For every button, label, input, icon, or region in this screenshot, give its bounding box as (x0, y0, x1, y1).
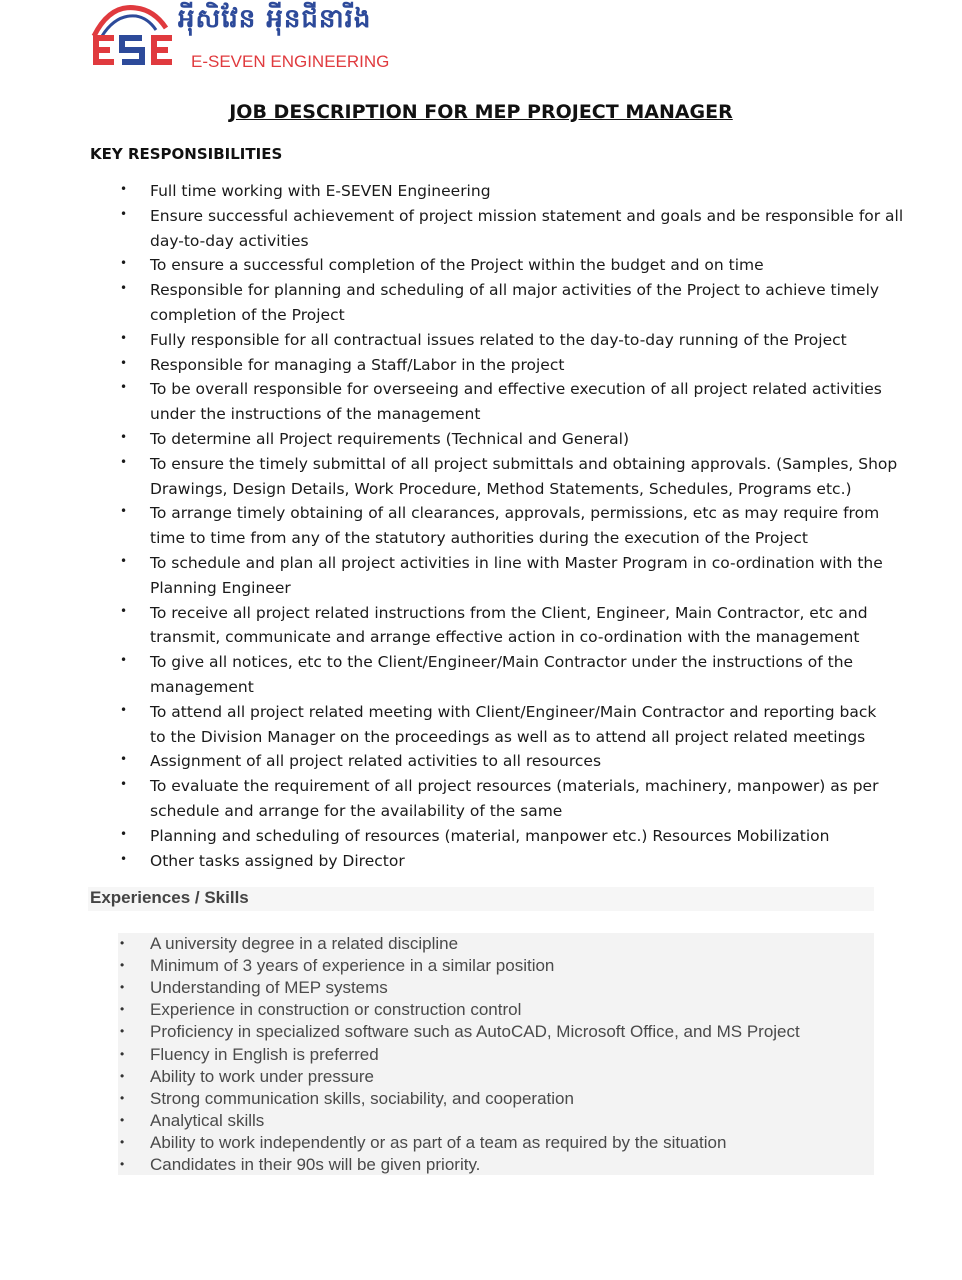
responsibility-text: time to time from any of the statutory authorities during the execution of the Project (150, 529, 808, 548)
skills-heading: Experiences / Skills (90, 888, 249, 907)
responsibility-text: To be overall responsible for overseeing and effective execution of all project related activities (150, 380, 882, 399)
responsibility-text: To attend all project related meeting with Client/Engineer/Main Contractor and reporting back (150, 702, 877, 721)
responsibility-text: To ensure the timely submittal of all project submittals and obtaining approvals. (Samples, Shop (150, 454, 898, 473)
responsibility-text: Planning Engineer (150, 578, 291, 597)
bullet-icon: • (120, 430, 128, 444)
skill-text: Proficiency in specialized software such as AutoCAD, Microsoft Office, and MS Project (150, 1022, 800, 1042)
bullet-icon: • (120, 380, 128, 395)
bullet-icon: • (120, 777, 128, 792)
responsibility-text: day-to-day activities (150, 231, 309, 250)
bullet-icon: • (120, 554, 128, 568)
bullet-icon: • (120, 281, 128, 296)
ese-logo-mark (88, 0, 176, 74)
responsibility-text: Responsible for managing a Staff/Labor in the project (150, 355, 565, 374)
skill-text: Candidates in their 90s will be given priority. (150, 1155, 481, 1174)
bullet-icon: • (120, 206, 128, 221)
responsibility-text: To receive all project related instructions from the Client, Engineer, Main Contractor, etc and (150, 603, 868, 622)
bullet-icon: • (120, 1068, 125, 1083)
responsibility-text: management (150, 677, 254, 696)
bullet-icon: • (120, 1157, 125, 1171)
responsibility-text: To determine all Project requirements (Technical and General) (150, 430, 630, 448)
bullet-icon: • (120, 826, 128, 841)
bullet-icon: • (120, 256, 128, 271)
bullet-icon: • (120, 1024, 125, 1039)
responsibility-text: transmit, communicate and arrange effective action in co-ordination with the management (150, 628, 860, 647)
bullet-icon: • (120, 330, 128, 345)
bullet-icon: • (120, 1090, 125, 1105)
bullet-icon: • (120, 1002, 125, 1017)
logo-company-name: E-SEVEN ENGINEERING (191, 52, 390, 71)
bullet-icon: • (120, 653, 128, 668)
bullet-icon: • (120, 702, 128, 717)
bullet-icon: • (120, 958, 125, 973)
responsibility-text: To evaluate the requirement of all project resources (materials, machinery, manpower) as per (150, 777, 879, 796)
bullet-icon: • (120, 355, 128, 370)
bullet-icon: • (120, 504, 128, 519)
bullet-icon: • (120, 752, 128, 767)
responsibility-text: To arrange timely obtaining of all clearances, approvals, permissions, etc as may require from (150, 504, 880, 523)
responsibility-text: Drawings, Design Details, Work Procedure, Method Statements, Schedules, Programs etc.) (150, 479, 852, 498)
responsibility-text: Ensure successful achievement of project mission statement and goals and be responsible for all (150, 206, 904, 225)
skill-text: Ability to work under pressure (150, 1066, 374, 1086)
skill-text: A university degree in a related discipline (150, 934, 459, 953)
bullet-icon: • (120, 936, 125, 950)
responsibility-text: under the instructions of the management (150, 405, 481, 424)
bullet-icon: • (120, 454, 128, 469)
skill-text: Experience in construction or construction control (150, 1000, 522, 1020)
key-responsibilities-heading: KEY RESPONSIBILITIES (90, 145, 283, 163)
responsibility-text: Assignment of all project related activities to all resources (150, 752, 602, 771)
logo-khmer-text: អុីសិវែន អុីនជីនារីង (178, 4, 372, 34)
skill-text: Ability to work independently or as part of a team as required by the situation (150, 1132, 727, 1152)
bullet-icon: • (120, 603, 128, 618)
responsibility-text: To schedule and plan all project activities in line with Master Program in co-ordination with the (150, 554, 883, 572)
responsibility-text: completion of the Project (150, 305, 345, 324)
bullet-icon: • (120, 980, 125, 995)
bullet-icon: • (120, 851, 128, 866)
bullet-icon: • (120, 1134, 125, 1149)
bullet-icon: • (120, 182, 128, 196)
skill-text: Minimum of 3 years of experience in a similar position (150, 956, 555, 976)
responsibility-text: Fully responsible for all contractual issues related to the day-to-day running of the Project (150, 330, 847, 349)
responsibility-text: To ensure a successful completion of the Project within the budget and on time (150, 256, 764, 275)
skill-text: Fluency in English is preferred (150, 1044, 379, 1064)
document-title: JOB DESCRIPTION FOR MEP PROJECT MANAGER (229, 101, 733, 123)
responsibility-text: schedule and arrange for the availability of the same (150, 801, 563, 820)
responsibility-text: Full time working with E-SEVEN Engineering (150, 182, 491, 200)
skill-text: Understanding of MEP systems (150, 978, 388, 998)
responsibility-text: Planning and scheduling of resources (material, manpower etc.) Resources Mobilization (150, 826, 830, 845)
company-logo (88, 0, 428, 80)
responsibility-text: Responsible for planning and scheduling of all major activities of the Project to achieve timely (150, 281, 880, 300)
responsibility-text: To give all notices, etc to the Client/Engineer/Main Contractor under the instructions of the (150, 653, 854, 672)
bullet-icon: • (120, 1046, 125, 1061)
responsibility-text: Other tasks assigned by Director (150, 851, 405, 870)
bullet-icon: • (120, 1112, 125, 1127)
skill-text: Strong communication skills, sociability, and cooperation (150, 1088, 574, 1108)
responsibility-text: to the Division Manager on the proceedings as well as to attend all project related meetings (150, 727, 866, 746)
skill-text: Analytical skills (150, 1110, 265, 1130)
